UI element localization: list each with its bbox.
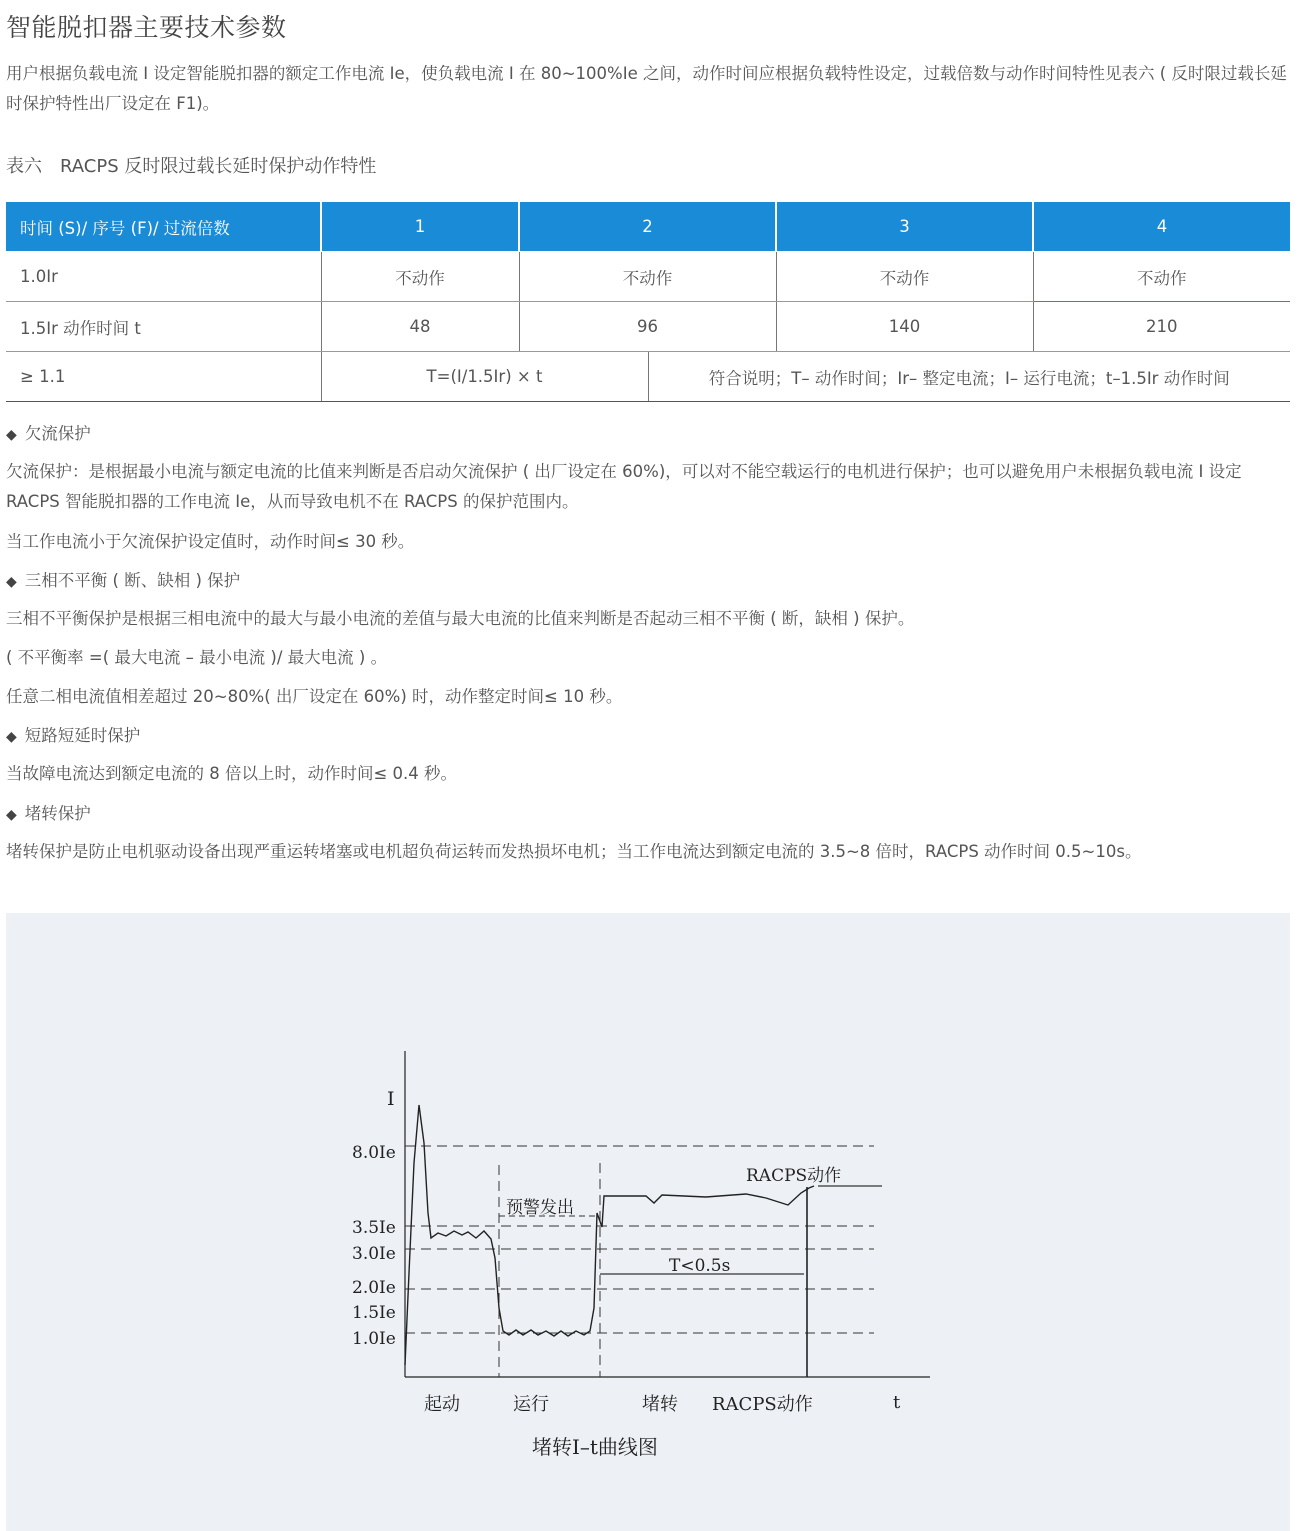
table-header-cell: 3 <box>776 202 1033 252</box>
table-cell: 不动作 <box>519 252 776 302</box>
table-cell: 符合说明；T– 动作时间；Ir– 整定电流；I– 运行电流；t–1.5Ir 动作时间 <box>648 352 1290 402</box>
table-cell: 不动作 <box>321 252 519 302</box>
x-phase-label: 堵转 <box>642 1394 678 1415</box>
table-cell: 1.5Ir 动作时间 t <box>6 302 321 352</box>
table-row <box>6 302 1290 352</box>
x-phase-label: 运行 <box>513 1394 549 1415</box>
table-header-cell: 2 <box>519 202 776 252</box>
table-cell: 96 <box>519 302 776 352</box>
diamond-bullet-icon: ◆ <box>6 729 17 745</box>
phase-imbalance-time-paragraph: 任意二相电流值相差超过 20~80%( 出厂设定在 60%) 时，动作整定时间≤ 10 秒。 <box>6 687 623 706</box>
current-curve <box>405 1105 814 1365</box>
y-tick-label: 3.5Ie <box>352 1218 396 1238</box>
y-tick-label: 8.0Ie <box>352 1143 396 1163</box>
table-cell: 不动作 <box>776 252 1033 302</box>
duration-annotation: T<0.5s <box>669 1256 731 1276</box>
x-phase-label: RACPS动作 <box>712 1394 813 1415</box>
table-cell: T=(I/1.5Ir) × t <box>321 352 648 402</box>
phase-imbalance-paragraph: 三相不平衡保护是根据三相电流中的最大与最小电流的差值与最大电流的比值来判断是否起动三相不平衡 ( 断，缺相 ) 保护。 <box>6 609 915 628</box>
table-header-cell: 1 <box>321 202 519 252</box>
table-row <box>6 252 1290 302</box>
y-axis-label: I <box>387 1088 395 1110</box>
stall-curve-chart <box>6 913 1290 1531</box>
table-caption <box>6 152 376 178</box>
section-heading-phase-imbalance: ◆ 三相不平衡 ( 断、缺相 ) 保护 <box>6 571 241 590</box>
y-tick-label: 2.0Ie <box>352 1278 396 1298</box>
chart-title: 堵转I–t曲线图 <box>532 1435 658 1459</box>
table-cell: 1.0Ir <box>6 252 321 302</box>
under-current-time-paragraph: 当工作电流小于欠流保护设定值时，动作时间≤ 30 秒。 <box>6 532 415 551</box>
table-cell: 48 <box>321 302 519 352</box>
y-tick-label: 1.0Ie <box>352 1329 396 1349</box>
section-heading-short-circuit: ◆ 短路短延时保护 <box>6 726 141 745</box>
short-circuit-paragraph: 当故障电流达到额定电流的 8 倍以上时，动作时间≤ 0.4 秒。 <box>6 764 458 783</box>
warning-annotation: 预警发出 <box>506 1198 574 1218</box>
diamond-bullet-icon: ◆ <box>6 427 17 443</box>
y-tick-label: 1.5Ie <box>352 1303 396 1323</box>
trip-annotation: RACPS动作 <box>746 1166 842 1186</box>
table-header-row <box>6 202 1290 252</box>
table-cell: 140 <box>776 302 1033 352</box>
page-title: 智能脱扣器主要技术参数 <box>6 13 287 42</box>
under-current-paragraph: 欠流保护：是根据最小电流与额定电流的比值来判断是否启动欠流保护 ( 出厂设定在 60%)，可以对不能空载运行的电机进行保护；也可以避免用户未根据负载电流 I 设定 RACPS 智能脱扣器的工作电流 Ie，从而导致电机不在 RACPS 的保护范围内。 <box>6 462 1242 511</box>
table-cell: 不动作 <box>1033 252 1290 302</box>
table-cell: ≥ 1.1 <box>6 352 321 402</box>
protection-characteristics-table <box>6 202 1290 402</box>
x-phase-label: 起动 <box>424 1394 460 1415</box>
diamond-bullet-icon: ◆ <box>6 574 17 590</box>
diamond-bullet-icon: ◆ <box>6 807 17 823</box>
y-tick-label: 3.0Ie <box>352 1244 396 1264</box>
intro-paragraph: 用户根据负载电流 I 设定智能脱扣器的额定工作电流 Ie，使负载电流 I 在 80~100%Ie 之间，动作时间应根据负载特性设定，过载倍数与动作时间特性见表六 ( 反时限过载长延时保护特性出厂设定在 F1)。 <box>6 64 1287 113</box>
table-header-cell: 时间 (S)/ 序号 (F)/ 过流倍数 <box>6 202 321 252</box>
section-heading-stall: ◆ 堵转保护 <box>6 804 91 823</box>
table-caption-text: RACPS 反时限过载长延时保护动作特性 <box>60 156 377 177</box>
section-heading-under-current: ◆ 欠流保护 <box>6 424 91 443</box>
stall-paragraph: 堵转保护是防止电机驱动设备出现严重运转堵塞或电机超负荷运转而发热损坏电机；当工作电流达到额定电流的 3.5~8 倍时，RACPS 动作时间 0.5~10s。 <box>6 842 1142 861</box>
x-axis-label: t <box>893 1392 901 1413</box>
table-header-cell: 4 <box>1033 202 1290 252</box>
table-row <box>6 352 1290 402</box>
table-caption-number: 表六 <box>6 156 42 177</box>
imbalance-formula-paragraph: ( 不平衡率 =( 最大电流 – 最小电流 )/ 最大电流 ) 。 <box>6 648 388 667</box>
table-cell: 210 <box>1033 302 1290 352</box>
stall-curve-figure <box>6 913 1290 1531</box>
